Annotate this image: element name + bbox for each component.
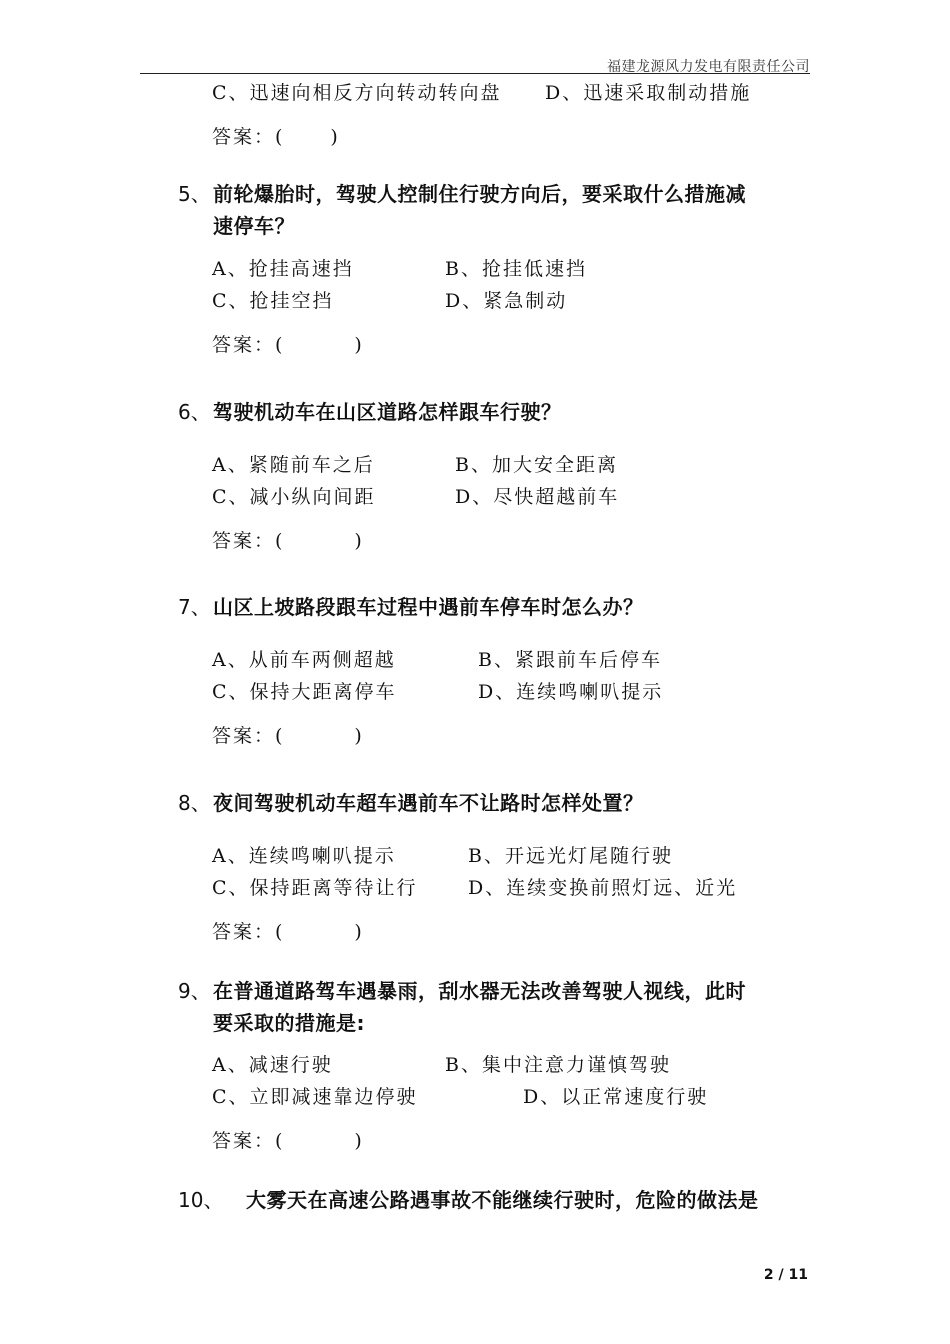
q7-text-line1: 山区上坡路段跟车过程中遇前车停车时怎么办？ — [213, 595, 644, 619]
q9-text-line2: 要采取的措施是: — [213, 1011, 365, 1035]
q8-option-a: A、连续鸣喇叭提示 — [212, 845, 396, 867]
q5-text-line1: 前轮爆胎时，驾驶人控制住行驶方向后，要采取什么措施减 — [213, 182, 746, 206]
q7-answer — [212, 721, 364, 748]
q9-option-d: D、以正常速度行驶 — [523, 1086, 709, 1108]
q5-option-a: A、抢挂高速挡 — [212, 258, 354, 280]
q9-option-c: C、立即减速靠边停驶 — [212, 1086, 418, 1108]
q7-option-a: A、从前车两侧超越 — [212, 649, 396, 671]
q7-number: 7、 — [178, 595, 211, 619]
q10-number: 10、 — [178, 1188, 224, 1212]
q5-option-c: C、抢挂空挡 — [212, 290, 334, 312]
q8-answer — [212, 917, 364, 944]
q8-answer-label: 答案：( — [212, 921, 285, 943]
q5-answer-label: 答案：( — [212, 334, 285, 356]
q9-answer-label: 答案：( — [212, 1130, 285, 1152]
q4-option-d: D、迅速采取制动措施 — [545, 82, 752, 104]
q4-answer-label: 答案：( — [212, 126, 285, 148]
q8-option-c: C、保持距离等待让行 — [212, 877, 418, 899]
q7-answer-close: ) — [354, 725, 364, 747]
page-number: 2 / 11 — [763, 1267, 808, 1283]
q7-answer-label: 答案：( — [212, 725, 285, 747]
q9-number: 9、 — [178, 979, 211, 1003]
q5-number: 5、 — [178, 182, 211, 206]
q5-answer-close: ) — [354, 334, 364, 356]
q6-answer-label: 答案：( — [212, 530, 285, 552]
q7-option-c: C、保持大距离停车 — [212, 681, 397, 703]
q5-option-b: B、抢挂低速挡 — [445, 258, 587, 280]
q6-option-a: A、紧随前车之后 — [212, 454, 375, 476]
q4-answer-close: ) — [330, 126, 340, 148]
q6-option-d: D、尽快超越前车 — [455, 486, 620, 508]
q6-text-line1: 驾驶机动车在山区道路怎样跟车行驶？ — [213, 400, 562, 424]
q9-answer — [212, 1126, 364, 1153]
q4-option-c: C、迅速向相反方向转动转向盘 — [212, 82, 502, 104]
q5-option-d: D、紧急制动 — [445, 290, 568, 312]
q6-option-b: B、加大安全距离 — [455, 454, 618, 476]
q8-option-d: D、连续变换前照灯远、近光 — [468, 877, 738, 899]
q4-answer — [212, 122, 340, 149]
q6-answer — [212, 526, 364, 553]
q9-text-line1: 在普通道路驾车遇暴雨，刮水器无法改善驾驶人视线，此时 — [213, 979, 746, 1003]
q9-option-b: B、集中注意力谨慎驾驶 — [445, 1054, 671, 1076]
q7-option-b: B、紧跟前车后停车 — [478, 649, 662, 671]
q8-answer-close: ) — [354, 921, 364, 943]
q5-answer — [212, 330, 364, 357]
q9-option-a: A、减速行驶 — [212, 1054, 333, 1076]
q9-answer-close: ) — [354, 1130, 364, 1152]
q6-answer-close: ) — [354, 530, 364, 552]
q10-text-line1: 大雾天在高速公路遇事故不能继续行驶时，危险的做法是 — [246, 1188, 759, 1212]
q7-option-d: D、连续鸣喇叭提示 — [478, 681, 664, 703]
header-rule — [140, 73, 810, 74]
q8-text-line1: 夜间驾驶机动车超车遇前车不让路时怎样处置？ — [213, 791, 644, 815]
q8-option-b: B、开远光灯尾随行驶 — [468, 845, 673, 867]
q6-option-c: C、减小纵向间距 — [212, 486, 376, 508]
q8-number: 8、 — [178, 791, 211, 815]
q6-number: 6、 — [178, 400, 211, 424]
q5-text-line2: 速停车？ — [213, 214, 295, 238]
header-company-name: 福建龙源风力发电有限责任公司 — [607, 59, 810, 75]
